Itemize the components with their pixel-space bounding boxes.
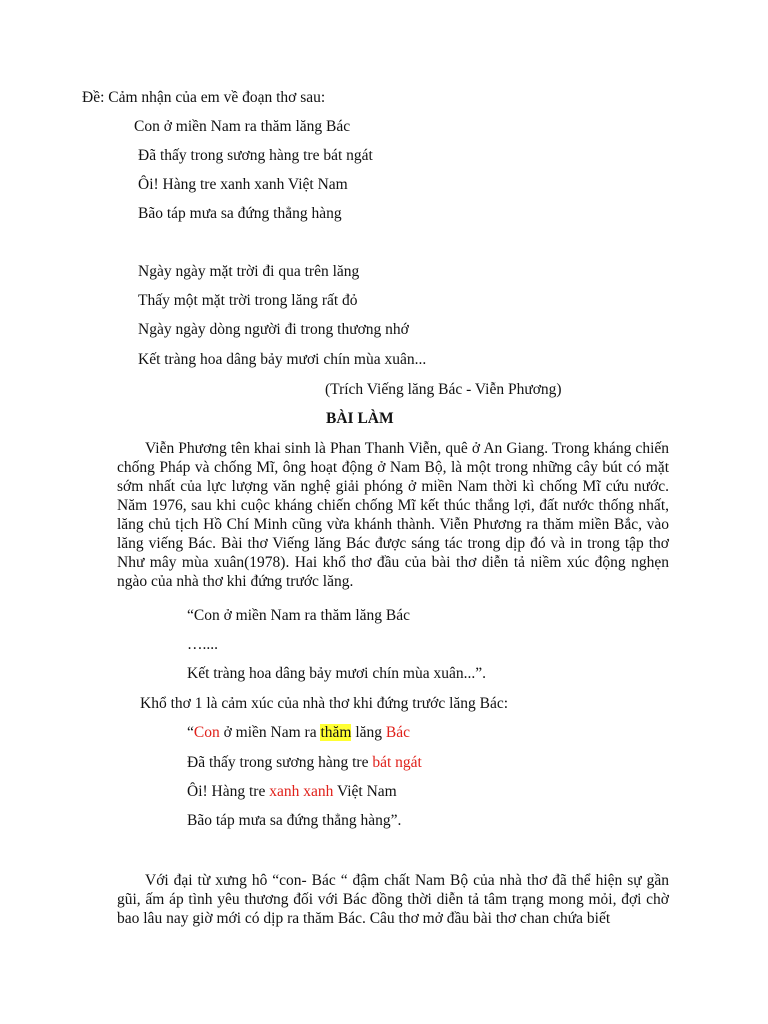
quote-text: ở miền Nam ra — [219, 724, 321, 741]
highlight-tham: thăm — [320, 724, 352, 741]
quote-text: lăng — [351, 724, 386, 741]
poem-line: Ngày ngày mặt trời đi qua trên lăng — [138, 263, 360, 280]
emphasis-bat-ngat: bát ngát — [372, 754, 422, 771]
paragraph-2-text: Với đại từ xưng hô “con- Bác “ đậm chất Nam Bộ của nhà thơ đã thể hiện sự gần gũi, ấm áp tình yêu thương đối với Bác đồng thời diễn tả tâm trạng mong mỏi, đợi chờ bao lâu nay giờ mới có dịp ra thăm Bác. Câu thơ mở đầu bài thơ chan chứa biết — [117, 872, 669, 927]
quote-line: Kết tràng hoa dâng bảy mươi chín mùa xuân...”. — [187, 665, 486, 682]
prompt-text: Đề: Cảm nhận của em về đoạn thơ sau: — [82, 89, 326, 106]
quote-line — [187, 723, 410, 743]
poem-line: Đã thấy trong sương hàng tre bát ngát — [138, 147, 373, 164]
essay-title: BÀI LÀM — [326, 410, 394, 427]
paragraph-2 — [117, 871, 669, 928]
quote-line — [187, 782, 397, 802]
quote-line — [187, 753, 422, 773]
quote-text: Việt Nam — [333, 783, 397, 800]
emphasis-xanh-xanh: xanh xanh — [269, 783, 334, 800]
emphasis-bac: Bác — [385, 724, 411, 741]
quote-line: “Con ở miền Nam ra thăm lăng Bác — [187, 607, 410, 624]
stanza-intro: Khổ thơ 1 là cảm xúc của nhà thơ khi đứng trước lăng Bác: — [140, 695, 509, 712]
poem-line: Bão táp mưa sa đứng thẳng hàng — [138, 205, 342, 222]
poem-line: Thấy một mặt trời trong lăng rất đỏ — [138, 292, 358, 309]
quote-text: Đã thấy trong sương hàng tre — [187, 754, 373, 771]
poem-line: Ngày ngày dòng người đi trong thương nhớ — [138, 321, 409, 338]
quote-line: Bão táp mưa sa đứng thẳng hàng”. — [187, 812, 402, 829]
citation: (Trích Viếng lăng Bác - Viễn Phương) — [325, 381, 562, 398]
poem-line: Kết tràng hoa dâng bảy mươi chín mùa xuân... — [138, 351, 427, 368]
paragraph-1 — [117, 439, 669, 591]
quote-ellipsis: ….... — [187, 636, 218, 653]
poem-line: Con ở miền Nam ra thăm lăng Bác — [134, 118, 351, 135]
emphasis-con: Con — [193, 724, 220, 741]
quote-text: Ôi! Hàng tre — [187, 783, 270, 800]
paragraph-1-text: Viễn Phương tên khai sinh là Phan Thanh Viễn, quê ở An Giang. Trong kháng chiến chống Pháp và chống Mĩ, ông hoạt động ở Nam Bộ, là một trong những cây bút có mặt sớm nhất của lực lượng văn nghệ giải phóng ở miền Nam thời kì chống Mĩ cứu nước. Năm 1976, sau khi cuộc kháng chiến chống Mĩ kết thúc thắng lợi, đất nước thống nhất, lăng chủ tịch Hồ Chí Minh cũng vừa khánh thành. Viễn Phương ra thăm miền Bắc, vào lăng viếng Bác. Bài thơ Viếng lăng Bác được sáng tác trong dịp đó và in trong tập thơ Như mây mùa xuân(1978). Hai khổ thơ đầu của bài thơ diễn tả niềm xúc động nghẹn ngào của nhà thơ khi đứng trước lăng. — [117, 440, 669, 590]
quote-open: “ — [187, 724, 194, 741]
poem-line: Ôi! Hàng tre xanh xanh Việt Nam — [138, 176, 348, 193]
